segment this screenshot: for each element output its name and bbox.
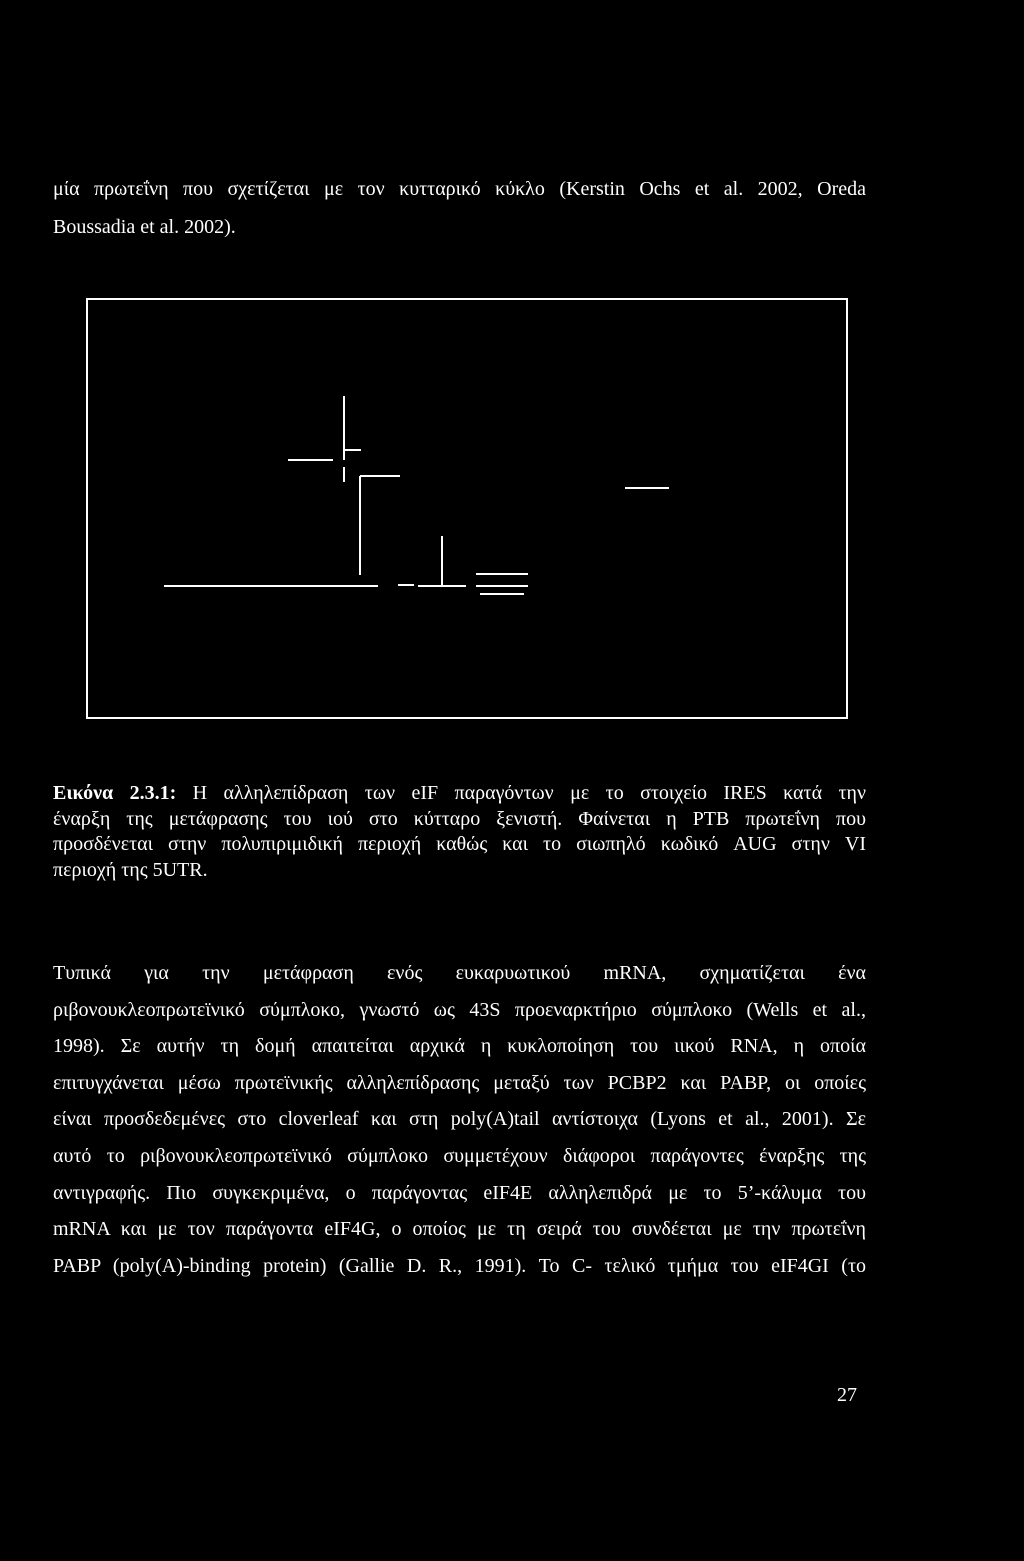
caption-line: Εικόνα 2.3.1: Η αλληλεπίδραση των eIF παραγόντων με το στοιχείο IRES κατά την	[53, 782, 867, 804]
figure-frame	[86, 298, 848, 719]
text-line: Boussadia et al. 2002).	[53, 216, 236, 238]
text-line: ριβονουκλεοπρωτεϊνικό σύμπλοκο, γνωστό ως 43S προεναρκτήριο σύμπλοκο (Wells et al.,	[53, 998, 866, 1021]
text-line: είναι προσδεδεμένες στο cloverleaf και στη poly(A)tail αντίστοιχα (Lyons et al., 2001). Σε	[53, 1108, 866, 1131]
text-line: αντιγραφής. Πιο συγκεκριμένα, ο παράγοντας eIF4E αλληλεπιδρά με το 5’-κάλυμα του	[53, 1181, 866, 1204]
figure-caption	[53, 781, 866, 883]
text-line: επιτυγχάνεται μέσω πρωτεϊνικής αλληλεπίδρασης μεταξύ των PCBP2 και PABP, οι οποίες	[53, 1071, 866, 1094]
text-line: mRNA και με τον παράγοντα eIF4G, ο οποίος με τη σειρά του συνδέεται με την πρωτεΐνη	[53, 1218, 866, 1241]
diagram-line-fragments	[164, 396, 669, 594]
text-line: μία πρωτεΐνη που σχετίζεται με τον κυτταρικό κύκλο (Kerstin Ochs et al. 2002, Oreda	[53, 178, 866, 200]
caption-line: περιοχή της 5UTR.	[53, 858, 208, 881]
intro-paragraph	[53, 170, 866, 246]
text-line: 1998). Σε αυτήν τη δομή απαιτείται αρχικά η κυκλοποίηση του ιικού RNA, η οποία	[53, 1035, 866, 1058]
caption-line: έναρξη της μετάφρασης του ιού στο κύτταρο ξενιστή. Φαίνεται η PTB πρωτεΐνη που	[53, 807, 866, 830]
body-paragraph	[53, 955, 866, 1284]
caption-line: προσδένεται στην πολυπιριμιδική περιοχή καθώς και το σιωπηλό κωδικό AUG στην VI	[53, 833, 866, 855]
text-line: PABP (poly(A)-binding protein) (Gallie D. R., 1991). Το C- τελικό τμήμα του eIF4GI (το	[53, 1254, 866, 1277]
text-line: Τυπικά για την μετάφραση ενός ευκαρυωτικού mRNA, σχηματίζεται ένα	[53, 962, 866, 984]
figure-label: Εικόνα 2.3.1:	[53, 782, 177, 804]
text-line: αυτό το ριβονουκλεοπρωτεϊνικό σύμπλοκο συμμετέχουν διάφοροι παράγοντες έναρξης της	[53, 1144, 866, 1167]
page-number: 27	[837, 1384, 857, 1406]
figure-diagram	[88, 300, 846, 717]
